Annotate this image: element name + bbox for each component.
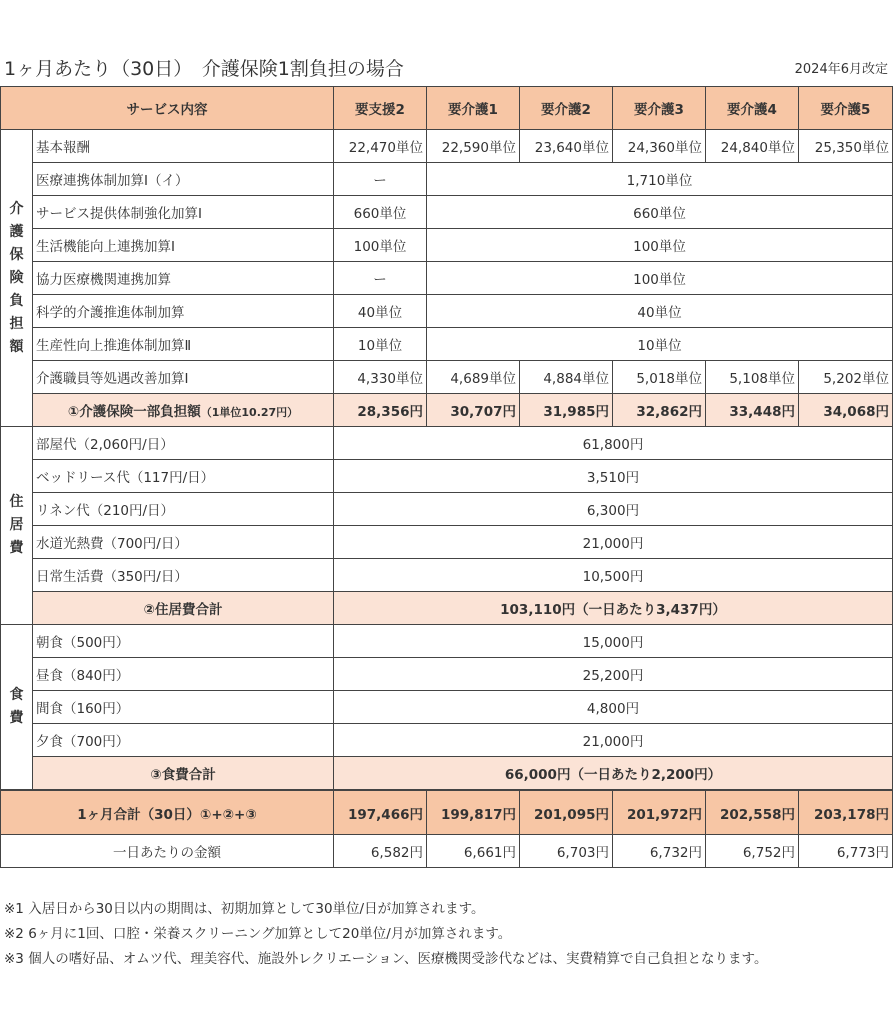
subtotal-value: 30,707円	[427, 394, 520, 427]
value-cell: 24,360単位	[613, 130, 706, 163]
subtotal-row-insurance	[1, 394, 893, 427]
value-cell: 22,470単位	[334, 130, 427, 163]
item-label: 協力医療機関連携加算	[33, 262, 334, 295]
footnote: ※3 個人の嗜好品、オムツ代、理美容代、施設外レクリエーション、医療機関受診代などは、実費精算で自己負担となります。	[4, 951, 768, 967]
value-cell: 660単位	[334, 196, 427, 229]
item-label: 基本報酬	[33, 130, 334, 163]
total-value: 202,558円	[706, 790, 799, 835]
value-cell: 1,710単位	[427, 163, 893, 196]
item-label: 医療連携体制加算Ⅰ（イ）	[33, 163, 334, 196]
value-cell: 100単位	[334, 229, 427, 262]
header-service: サービス内容	[1, 87, 334, 130]
per-day-value: 6,582円	[334, 835, 427, 868]
revision-date: 2024年6月改定	[794, 62, 888, 77]
subtotal-value: 103,110円（一日あたり3,437円）	[334, 592, 893, 625]
item-label: 日常生活費（350円/日）	[33, 559, 334, 592]
header-level: 要支援2	[334, 87, 427, 130]
total-label: 1ヶ月合計（30日）①+②+③	[1, 790, 334, 835]
per-day-value: 6,732円	[613, 835, 706, 868]
table-row	[1, 493, 893, 526]
subtotal-value: 31,985円	[520, 394, 613, 427]
value-cell: 21,000円	[334, 526, 893, 559]
table-row	[1, 427, 893, 460]
footnote: ※1 入居日から30日以内の期間は、初期加算として30単位/日が加算されます。	[4, 901, 485, 917]
category-insurance: 介 護 保 険 負 担 額	[1, 130, 33, 427]
table-row	[1, 625, 893, 658]
header-level: 要介護1	[427, 87, 520, 130]
value-cell: 6,300円	[334, 493, 893, 526]
category-housing: 住 居 費	[1, 427, 33, 625]
subtotal-value: 34,068円	[799, 394, 893, 427]
value-cell: 660単位	[427, 196, 893, 229]
subtotal-value: 66,000円（一日あたり2,200円）	[334, 757, 893, 791]
per-day-value: 6,661円	[427, 835, 520, 868]
total-value: 199,817円	[427, 790, 520, 835]
value-cell: 25,350単位	[799, 130, 893, 163]
footnote: ※2 6ヶ月に1回、口腔・栄養スクリーニング加算として20単位/月が加算されます。	[4, 926, 512, 942]
item-label: 生活機能向上連携加算Ⅰ	[33, 229, 334, 262]
value-cell: 22,590単位	[427, 130, 520, 163]
table-row	[1, 196, 893, 229]
item-label: 間食（160円）	[33, 691, 334, 724]
table-row	[1, 559, 893, 592]
per-day-value: 6,752円	[706, 835, 799, 868]
header-level: 要介護2	[520, 87, 613, 130]
table-row	[1, 130, 893, 163]
category-food: 食 費	[1, 625, 33, 791]
value-cell: 40単位	[334, 295, 427, 328]
fee-table	[0, 86, 893, 868]
table-row	[1, 163, 893, 196]
subtotal-label: ③食費合計	[33, 757, 334, 791]
table-row	[1, 229, 893, 262]
item-label: 朝食（500円）	[33, 625, 334, 658]
value-cell: 4,330単位	[334, 361, 427, 394]
value-cell: 100単位	[427, 229, 893, 262]
subtotal-value: 32,862円	[613, 394, 706, 427]
header-level: 要介護5	[799, 87, 893, 130]
item-label: 介護職員等処遇改善加算Ⅰ	[33, 361, 334, 394]
table-row	[1, 328, 893, 361]
subtotal-row-food	[1, 757, 893, 791]
subtotal-label: ②住居費合計	[33, 592, 334, 625]
table-header-row	[1, 87, 893, 130]
subtotal-value: 33,448円	[706, 394, 799, 427]
value-cell: 25,200円	[334, 658, 893, 691]
table-row	[1, 526, 893, 559]
footnotes	[4, 897, 767, 972]
subtotal-label: ①介護保険一部負担額（1単位10.27円）	[33, 394, 334, 427]
total-value: 201,972円	[613, 790, 706, 835]
table-row	[1, 295, 893, 328]
per-day-value: 6,773円	[799, 835, 893, 868]
value-cell: 5,108単位	[706, 361, 799, 394]
per-day-label: 一日あたりの金額	[1, 835, 334, 868]
value-cell: 10単位	[427, 328, 893, 361]
table-row	[1, 724, 893, 757]
table-row	[1, 262, 893, 295]
table-row	[1, 460, 893, 493]
item-label: サービス提供体制強化加算Ⅰ	[33, 196, 334, 229]
value-cell: ー	[334, 163, 427, 196]
per-day-row	[1, 835, 893, 868]
item-label: 昼食（840円）	[33, 658, 334, 691]
item-label: 部屋代（2,060円/日）	[33, 427, 334, 460]
table-row	[1, 361, 893, 394]
total-value: 197,466円	[334, 790, 427, 835]
value-cell: 15,000円	[334, 625, 893, 658]
value-cell: 5,018単位	[613, 361, 706, 394]
value-cell: 5,202単位	[799, 361, 893, 394]
value-cell: 4,689単位	[427, 361, 520, 394]
value-cell: 4,884単位	[520, 361, 613, 394]
item-label: リネン代（210円/日）	[33, 493, 334, 526]
value-cell: 10,500円	[334, 559, 893, 592]
table-row	[1, 691, 893, 724]
monthly-total-row	[1, 790, 893, 835]
page-title: 1ヶ月あたり（30日） 介護保険1割負担の場合	[4, 58, 404, 80]
total-value: 201,095円	[520, 790, 613, 835]
value-cell: 23,640単位	[520, 130, 613, 163]
value-cell: 61,800円	[334, 427, 893, 460]
total-value: 203,178円	[799, 790, 893, 835]
header-level: 要介護3	[613, 87, 706, 130]
value-cell: 100単位	[427, 262, 893, 295]
value-cell: 10単位	[334, 328, 427, 361]
value-cell: 21,000円	[334, 724, 893, 757]
subtotal-row-housing	[1, 592, 893, 625]
value-cell: ー	[334, 262, 427, 295]
value-cell: 4,800円	[334, 691, 893, 724]
item-label: 生産性向上推進体制加算Ⅱ	[33, 328, 334, 361]
item-label: ベッドリース代（117円/日）	[33, 460, 334, 493]
value-cell: 3,510円	[334, 460, 893, 493]
subtotal-value: 28,356円	[334, 394, 427, 427]
value-cell: 40単位	[427, 295, 893, 328]
item-label: 夕食（700円）	[33, 724, 334, 757]
item-label: 水道光熱費（700円/日）	[33, 526, 334, 559]
header-level: 要介護4	[706, 87, 799, 130]
table-row	[1, 658, 893, 691]
per-day-value: 6,703円	[520, 835, 613, 868]
item-label: 科学的介護推進体制加算	[33, 295, 334, 328]
value-cell: 24,840単位	[706, 130, 799, 163]
